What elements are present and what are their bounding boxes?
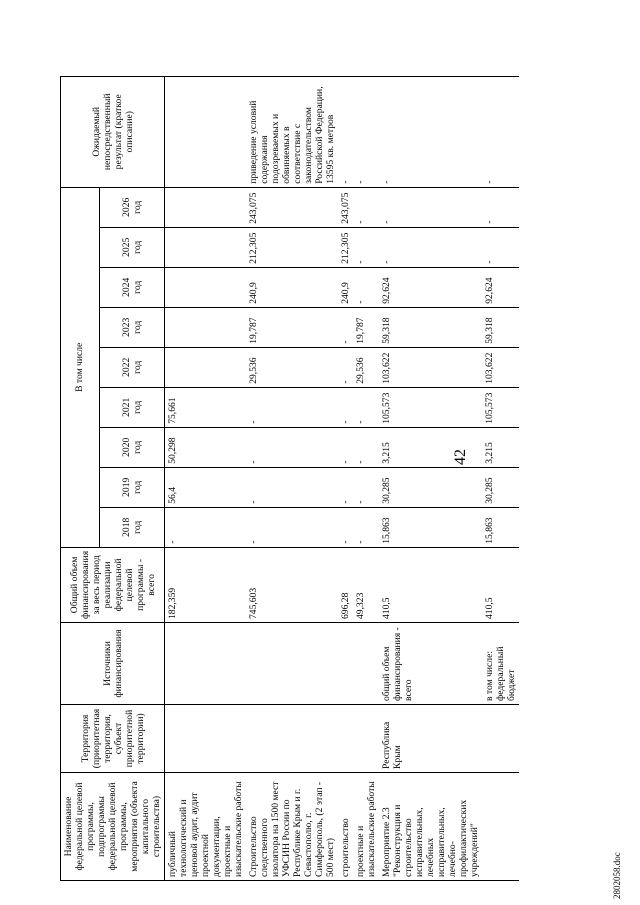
row-year-value-cell: 15,863 [482, 507, 519, 547]
row-name-cell: Мероприятие 2.3 "Реконструкция и строительство исправительных, лечебных исправительных, лечебно-профилактических учреждений" [379, 773, 482, 881]
row-year-value-cell [165, 347, 247, 387]
row-name-cell: проектные и изыскательские работы [353, 773, 379, 881]
row-year-value-cell: 3,215 [482, 427, 519, 467]
year-header: 2025 год [99, 227, 164, 267]
row-year-value-cell: - [338, 387, 353, 427]
row-year-value-cell: 75,661 [165, 387, 247, 427]
row-year-value-cell: 30,285 [482, 467, 519, 507]
year-header: 2020 год [99, 427, 164, 467]
row-result-cell [165, 76, 247, 187]
col-header-name: Наименование федеральной целевой программы, подпрограммы федеральной целевой программы, мероприятия (объекта капитального строительства) [61, 773, 165, 881]
row-territory-cell [165, 705, 247, 773]
row-year-value-cell: - [353, 227, 379, 267]
row-total-cell: 49,323 [353, 547, 379, 622]
row-total-cell: 696,28 [338, 547, 353, 622]
year-header: 2019 год [99, 467, 164, 507]
row-total-cell: 410,5 [482, 547, 519, 622]
row-year-value-cell [165, 307, 247, 347]
col-header-territory: Территория (приоритетная территория, субъект приоритетной территории) [61, 705, 165, 773]
row-year-value-cell: - [246, 467, 338, 507]
row-source-cell [165, 623, 247, 705]
row-source-cell: в том числе: федеральный бюджет [482, 623, 519, 705]
row-year-value-cell: 240,9 [338, 267, 353, 307]
row-year-value-cell: 105,573 [482, 387, 519, 427]
row-year-value-cell: 212,305 [246, 227, 338, 267]
row-year-value-cell: - [353, 467, 379, 507]
row-year-value-cell [165, 187, 247, 227]
row-name-cell: публичный технологический и ценовой аудит, аудит проектной документации, проектные и изыскательские работы [165, 773, 247, 881]
col-header-source: Источники финансирования [61, 623, 165, 705]
row-source-cell [353, 623, 379, 705]
table-row [165, 76, 247, 880]
row-result-cell: приведение условий содержания подозреваемых и обвиняемых в соответствие с законодательством Российской Федерации, 13595 кв. метров [246, 76, 338, 187]
row-year-value-cell: 15,863 [379, 507, 482, 547]
row-year-value-cell: - [338, 427, 353, 467]
year-header: 2024 год [99, 267, 164, 307]
row-total-cell: 182,359 [165, 547, 247, 622]
row-year-value-cell: - [353, 427, 379, 467]
table-row [338, 76, 353, 880]
row-year-value-cell: - [482, 187, 519, 227]
row-year-value-cell [165, 227, 247, 267]
row-year-value-cell: 50,298 [165, 427, 247, 467]
year-header: 2018 год [99, 507, 164, 547]
row-year-value-cell [165, 267, 247, 307]
row-year-value-cell: 243,075 [338, 187, 353, 227]
col-header-including: В том числе [61, 187, 100, 547]
col-header-result: Ожидаемый непосредственный результат (краткое описание) [61, 76, 165, 187]
row-territory-cell [338, 705, 353, 773]
row-total-cell: 745,603 [246, 547, 338, 622]
table-row [353, 76, 379, 880]
col-header-total: Общий объем финансирования за весь период реализации федеральной целевой программы - всего [61, 547, 165, 622]
row-result-cell: - [338, 76, 353, 187]
row-source-cell [246, 623, 338, 705]
row-year-value-cell: 243,075 [246, 187, 338, 227]
row-name-cell: Строительство следственного изолятора на 1500 мест УФСИН России по Республике Крым и г. Севастополю, г. Симферополь, (2 этап - 500 мест) [246, 773, 338, 881]
page-number: 42 [452, 449, 469, 465]
footer-filename: 2802058.doc [612, 852, 622, 899]
row-territory-cell [353, 705, 379, 773]
row-year-value-cell: - [353, 507, 379, 547]
row-year-value-cell: 92,624 [379, 267, 482, 307]
header-row [61, 76, 100, 880]
row-year-value-cell: 103,622 [379, 347, 482, 387]
row-territory-cell [246, 705, 338, 773]
row-year-value-cell: 56,4 [165, 467, 247, 507]
table-row [379, 76, 482, 880]
row-year-value-cell: 59,318 [482, 307, 519, 347]
row-year-value-cell: - [338, 347, 353, 387]
row-year-value-cell: - [338, 307, 353, 347]
row-result-cell: - [379, 76, 482, 187]
row-year-value-cell: 3,215 [379, 427, 482, 467]
row-territory-cell [482, 705, 519, 773]
row-year-value-cell: 19,787 [246, 307, 338, 347]
row-name-cell: строительство [338, 773, 353, 881]
row-year-value-cell: 29,536 [246, 347, 338, 387]
row-year-value-cell: 105,573 [379, 387, 482, 427]
row-year-value-cell: - [338, 507, 353, 547]
financing-table [60, 76, 519, 881]
table-row [482, 76, 519, 880]
row-year-value-cell: 240,9 [246, 267, 338, 307]
row-territory-cell: Республика Крым [379, 705, 482, 773]
row-name-cell [482, 773, 519, 881]
row-source-cell: общий объем финансирования - всего [379, 623, 482, 705]
row-year-value-cell: 29,536 [353, 347, 379, 387]
row-result-cell: - [353, 76, 379, 187]
row-year-value-cell: - [338, 467, 353, 507]
table-body [165, 76, 520, 880]
row-year-value-cell: 212,305 [338, 227, 353, 267]
row-year-value-cell: 59,318 [379, 307, 482, 347]
row-total-cell: 410,5 [379, 547, 482, 622]
year-header: 2023 год [99, 307, 164, 347]
year-header: 2021 год [99, 387, 164, 427]
row-year-value-cell: 92,624 [482, 267, 519, 307]
table-row [246, 76, 338, 880]
row-year-value-cell: - [379, 187, 482, 227]
row-source-cell [338, 623, 353, 705]
row-year-value-cell: - [353, 387, 379, 427]
row-year-value-cell: - [246, 387, 338, 427]
row-year-value-cell: 103,622 [482, 347, 519, 387]
row-year-value-cell: - [246, 507, 338, 547]
row-year-value-cell: - [482, 227, 519, 267]
row-year-value-cell: - [165, 507, 247, 547]
row-year-value-cell: 19,787 [353, 307, 379, 347]
row-year-value-cell: - [379, 227, 482, 267]
row-year-value-cell: - [353, 187, 379, 227]
year-header: 2022 год [99, 347, 164, 387]
row-year-value-cell: - [353, 267, 379, 307]
row-result-cell: - [482, 76, 519, 187]
row-year-value-cell: 30,285 [379, 467, 482, 507]
row-year-value-cell: - [246, 427, 338, 467]
year-header: 2026 год [99, 187, 164, 227]
